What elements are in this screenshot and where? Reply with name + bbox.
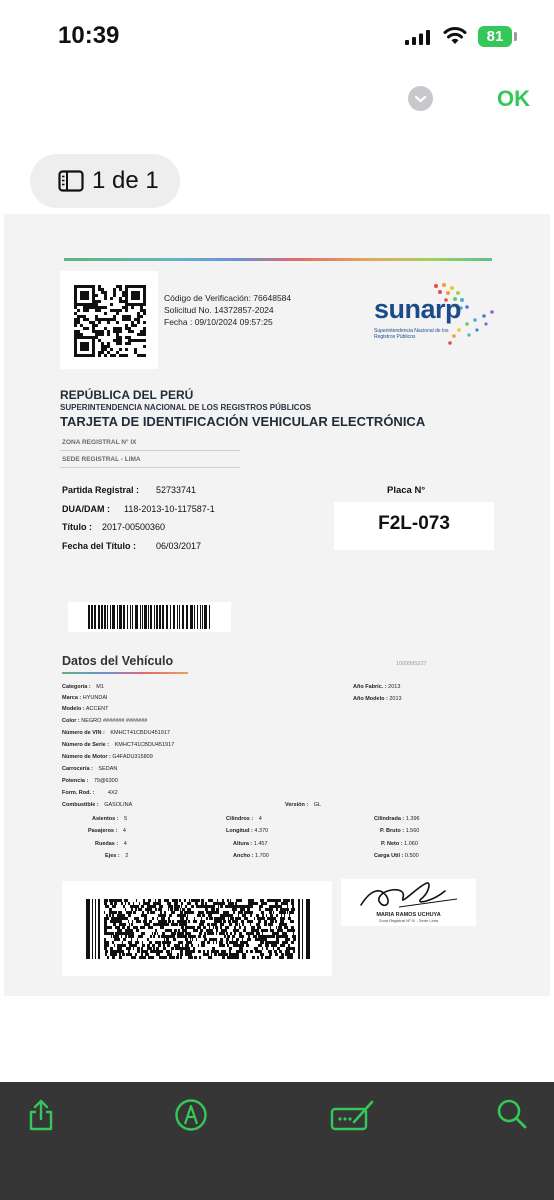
ruedas-field xyxy=(95,841,127,847)
field-value: 4X2 xyxy=(107,790,118,796)
field-value: NEGRO ####### ####### xyxy=(81,718,148,724)
color-field xyxy=(62,718,147,724)
field-label: Cilindros : xyxy=(226,816,254,822)
dua-label: DUA/DAM : xyxy=(62,504,110,514)
agency-title: SUPERINTENDENCIA NACIONAL DE LOS REGISTROS PÚBLICOS xyxy=(60,403,312,412)
dua-row xyxy=(62,504,215,514)
field-label: Marca : xyxy=(62,695,82,701)
field-label: Form. Rod. : xyxy=(62,790,95,796)
page-indicator-button[interactable] xyxy=(30,154,180,208)
field-label: Cilindrada : xyxy=(374,816,405,822)
chevron-down-icon xyxy=(408,86,433,111)
sunarp-subtitle: Superintendencia Nacional de los Registros Públicos xyxy=(374,328,449,340)
signer-role: Zona Registral Nº IX - Sede Lima xyxy=(378,918,439,923)
card-title: TARJETA DE IDENTIFICACIÓN VEHICULAR ELECTRÓNICA xyxy=(60,414,426,429)
potencia-field xyxy=(62,778,118,784)
field-value: SEDAN xyxy=(98,766,118,772)
registry-zone: ZONA REGISTRAL N° IX xyxy=(62,439,137,446)
field-label: P. Neto : xyxy=(381,841,403,847)
field-value: 1.396 xyxy=(405,816,420,822)
field-label: Número de Serie : xyxy=(62,742,110,748)
field-label: Categoría : xyxy=(62,684,91,690)
divider xyxy=(60,467,240,468)
pbruto-field xyxy=(380,828,419,834)
field-label: Año Fabric. : xyxy=(353,684,387,690)
ancho-field xyxy=(233,853,269,859)
field-value: G4FADU315809 xyxy=(112,754,153,760)
field-label: Número de VIN : xyxy=(62,730,105,736)
field-value: KMHCT41CBDU451917 xyxy=(114,742,175,748)
altura-field xyxy=(233,841,268,847)
verification-code: Código de Verificación: 76648584 xyxy=(164,293,292,303)
field-value: 4 xyxy=(123,841,127,847)
field-label: Carrocería : xyxy=(62,766,93,772)
sidebar-thumbnails-icon xyxy=(58,170,84,192)
formrod-field xyxy=(62,790,118,796)
plate-label: Placa N° xyxy=(387,485,426,496)
fecha-row xyxy=(62,541,202,551)
field-label: Ancho : xyxy=(233,853,254,859)
titulo-value: 2017-00500360 xyxy=(102,522,166,532)
field-value: GL xyxy=(313,802,322,808)
field-value: KMHCT41CBDU451917 xyxy=(110,730,170,736)
field-value: 4 xyxy=(122,828,126,834)
field-value: 2013 xyxy=(389,696,402,702)
partida-row xyxy=(62,485,197,495)
search-icon[interactable] xyxy=(496,1098,528,1132)
plate-box xyxy=(334,502,494,550)
qr-code xyxy=(60,271,158,369)
field-label: Ruedas : xyxy=(95,841,119,847)
field-value: GASOLINA xyxy=(104,802,133,808)
plate-number: F2L-073 xyxy=(378,513,450,534)
cilindrada-field xyxy=(374,816,420,822)
bottom-toolbar xyxy=(0,1082,554,1200)
field-value: 1.060 xyxy=(404,841,418,847)
field-label: Número de Motor : xyxy=(62,754,111,760)
vin-field xyxy=(62,730,170,736)
field-value: 1.560 xyxy=(405,828,420,834)
dua-value: 118-2013-10-117587-1 xyxy=(124,504,215,514)
field-label: Carga Util : xyxy=(374,853,404,859)
pdf417-barcode xyxy=(62,881,332,976)
divider xyxy=(60,450,240,451)
linear-barcode xyxy=(68,602,231,632)
cellular-signal-icon xyxy=(405,30,431,45)
field-value: 2013 xyxy=(388,684,401,690)
marca-field xyxy=(62,695,108,701)
field-label: Asientos : xyxy=(92,816,119,822)
field-value: 5 xyxy=(124,816,128,822)
handwritten-signature xyxy=(341,879,476,913)
categoria-field xyxy=(62,684,104,690)
serie-field xyxy=(62,742,174,748)
scanned-document[interactable] xyxy=(4,214,550,996)
cilindros-field xyxy=(226,816,262,822)
header-color-rule xyxy=(64,258,492,261)
request-number: Solicitud No. 14372857-2024 xyxy=(164,305,274,315)
section-underline xyxy=(62,672,188,674)
battery-indicator: 81 xyxy=(478,26,512,47)
wifi-icon xyxy=(443,26,467,46)
markup-icon[interactable] xyxy=(174,1098,208,1132)
field-label: Potencia : xyxy=(62,778,89,784)
anomodelo-field xyxy=(353,696,402,702)
field-value: ACCENT xyxy=(85,706,109,712)
longitud-field xyxy=(226,828,268,834)
titulo-row xyxy=(62,522,166,532)
field-value: 2 xyxy=(125,853,129,859)
page-indicator-label: 1 de 1 xyxy=(92,167,159,194)
combustible-field xyxy=(62,802,132,808)
titulo-label: Título : xyxy=(62,522,92,532)
field-label: Color : xyxy=(62,718,80,724)
verification-block xyxy=(164,292,291,328)
version-field xyxy=(285,802,321,808)
field-label: P. Bruto : xyxy=(380,828,405,834)
field-label: Pasajeros : xyxy=(88,828,118,834)
field-value: 0.500 xyxy=(404,853,419,859)
field-label: Longitud : xyxy=(226,828,253,834)
status-bar xyxy=(0,0,554,72)
signature-icon[interactable] xyxy=(330,1098,376,1132)
field-label: Altura : xyxy=(233,841,253,847)
field-value: 4 xyxy=(258,816,262,822)
issue-date: Fecha : 09/10/2024 09:57:25 xyxy=(164,317,273,327)
modelo-field xyxy=(62,706,108,712)
pasajeros-field xyxy=(88,828,126,834)
field-value: 1.700 xyxy=(255,853,269,859)
fecha-value: 06/03/2017 xyxy=(156,541,202,551)
vehicle-section-title: Datos del Vehículo xyxy=(62,654,174,668)
signer-name: MARIA RAMOS UCHUYA xyxy=(376,912,441,918)
field-value: 4.370 xyxy=(254,828,269,834)
field-value: M1 xyxy=(96,684,104,690)
field-value: 79@6300 xyxy=(93,778,118,784)
carroceria-field xyxy=(62,766,117,772)
signature-block xyxy=(341,879,476,926)
asientos-field xyxy=(92,816,127,822)
battery-tip xyxy=(514,32,517,41)
field-value: HYUNDAI xyxy=(82,695,108,701)
pneto-field xyxy=(381,841,418,847)
ok-button[interactable]: OK xyxy=(497,86,530,111)
share-icon[interactable] xyxy=(27,1098,55,1132)
motor-field xyxy=(62,754,153,760)
sunarp-wordmark: sunarp xyxy=(374,294,462,324)
field-label: Modelo : xyxy=(62,706,85,712)
field-label: Año Modelo : xyxy=(353,696,388,702)
fecha-label: Fecha del Título : xyxy=(62,541,137,551)
field-label: Versión : xyxy=(285,802,309,808)
options-chevron-button[interactable] xyxy=(408,86,433,111)
partida-value: 52733741 xyxy=(156,485,197,495)
partida-label: Partida Registral : xyxy=(62,485,140,495)
fabric-field xyxy=(353,684,400,690)
field-label: Combustible : xyxy=(62,802,99,808)
registry-office: SEDE REGISTRAL - LIMA xyxy=(62,456,141,463)
field-value: 1.457 xyxy=(253,841,268,847)
ejes-field xyxy=(105,853,128,859)
field-label: Ejes : xyxy=(105,853,120,859)
country-title: REPÚBLICA DEL PERÚ xyxy=(60,388,194,402)
carga-field xyxy=(374,853,419,859)
status-time: 10:39 xyxy=(58,22,120,49)
reference-number: 1009995227 xyxy=(396,661,427,667)
